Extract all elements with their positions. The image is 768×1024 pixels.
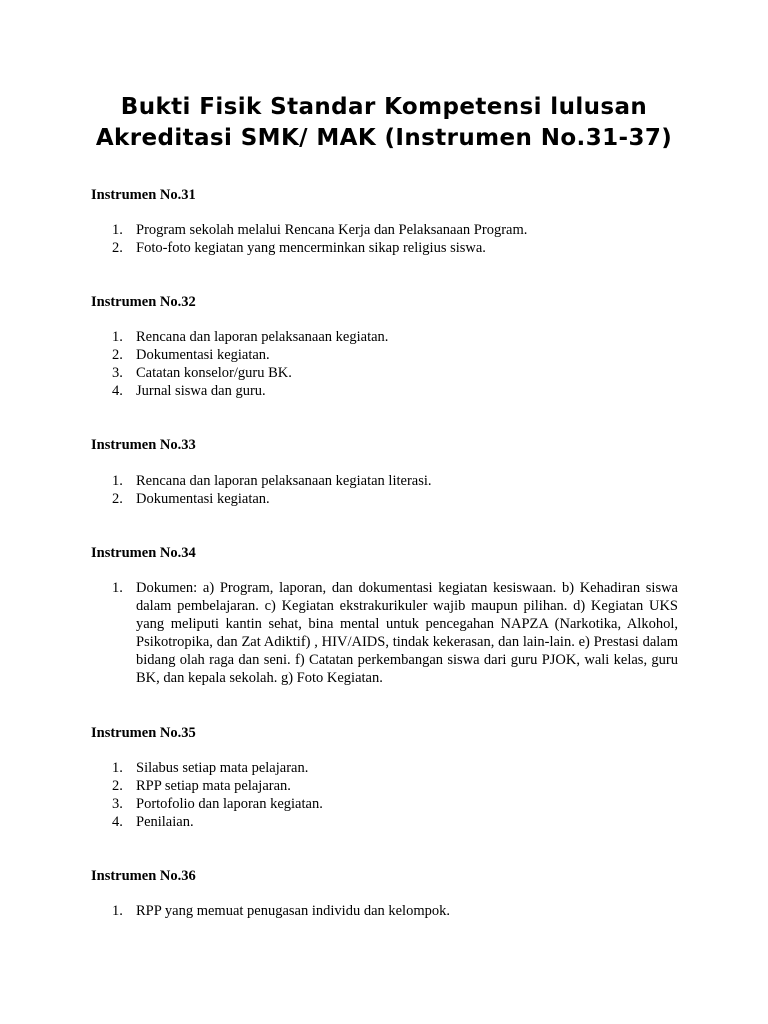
- title-line-2: Akreditasi SMK/ MAK (Instrumen No.31-37): [95, 125, 673, 151]
- list-item-text: Portofolio dan laporan kegiatan.: [136, 796, 323, 812]
- list-item-number: 2.: [112, 240, 123, 256]
- list-item: [0, 239, 768, 257]
- list-item: [0, 902, 768, 920]
- list-item-text: RPP setiap mata pelajaran.: [136, 778, 291, 794]
- document-title: [60, 92, 708, 154]
- list-item-number: 1.: [112, 903, 123, 919]
- list-item-number: 2.: [112, 778, 123, 794]
- list-item-text: Dokumentasi kegiatan.: [136, 347, 270, 363]
- list-item-text: Dokumentasi kegiatan.: [136, 491, 270, 507]
- title-line-1: Bukti Fisik Standar Kompetensi lulusan: [120, 94, 648, 120]
- list-item-number: 3.: [112, 365, 123, 381]
- list-item-text: Foto-foto kegiatan yang mencerminkan sikap religius siswa.: [136, 240, 486, 256]
- list-item-number: 3.: [112, 796, 123, 812]
- section-heading-35: Instrumen No.35: [91, 725, 196, 741]
- section-heading-33: Instrumen No.33: [91, 437, 196, 453]
- list-item: [0, 346, 768, 364]
- list-item-text: Jurnal siswa dan guru.: [136, 383, 266, 399]
- list-item-number: 2.: [112, 491, 123, 507]
- list-item-number: 1.: [112, 760, 123, 776]
- list-item-text: RPP yang memuat penugasan individu dan kelompok.: [136, 903, 450, 919]
- list-item-text: Rencana dan laporan pelaksanaan kegiatan literasi.: [136, 473, 432, 489]
- list-item: [0, 364, 768, 382]
- section-list-35: [0, 759, 768, 831]
- section-heading-31: Instrumen No.31: [91, 187, 196, 203]
- list-item-number: 1.: [112, 329, 123, 345]
- list-item-number: 1.: [112, 222, 123, 238]
- list-item-text: Catatan konselor/guru BK.: [136, 365, 292, 381]
- list-item-number: 4.: [112, 383, 123, 399]
- list-item-number: 1.: [112, 473, 123, 489]
- section-list-31: [0, 221, 768, 257]
- list-item: [0, 472, 768, 490]
- list-item: [0, 579, 768, 687]
- list-item: [0, 490, 768, 508]
- section-list-33: [0, 472, 768, 508]
- list-item: [0, 328, 768, 346]
- section-heading-32: Instrumen No.32: [91, 294, 196, 310]
- list-item-text: Program sekolah melalui Rencana Kerja dan Pelaksanaan Program.: [136, 222, 528, 238]
- list-item: [0, 777, 768, 795]
- list-item-text: Rencana dan laporan pelaksanaan kegiatan.: [136, 329, 389, 345]
- list-item: [0, 759, 768, 777]
- section-list-34: [0, 579, 768, 687]
- list-item-number: 1.: [112, 580, 123, 596]
- section-heading-36: Instrumen No.36: [91, 868, 196, 884]
- list-item-text: Silabus setiap mata pelajaran.: [136, 760, 309, 776]
- list-item: [0, 813, 768, 831]
- list-item: [0, 382, 768, 400]
- list-item-text: Penilaian.: [136, 814, 194, 830]
- section-list-36: [0, 902, 768, 920]
- list-item-number: 4.: [112, 814, 123, 830]
- section-list-32: [0, 328, 768, 400]
- list-item: [0, 221, 768, 239]
- list-item-text: Dokumen: a) Program, laporan, dan dokumentasi kegiatan kesiswaan. b) Kehadiran siswa dalam pembelajaran. c) Kegiatan ekstrakurikuler wajib maupun pilihan. d) Kegiatan UKS yang meliputi kantin sehat, bina mental untuk pencegahan NAPZA (Narkotika, Alkohol, Psikotropika, dan Zat Adiktif) , HIV/AIDS, tindak kekerasan, dan lain-lain. e) Prestasi dalam bidang olah raga dan seni. f) Catatan perkembangan siswa dari guru PJOK, wali kelas, guru BK, dan kepala sekolah. g) Foto Kegiatan.: [136, 580, 678, 686]
- list-item: [0, 795, 768, 813]
- section-heading-34: Instrumen No.34: [91, 545, 196, 561]
- list-item-number: 2.: [112, 347, 123, 363]
